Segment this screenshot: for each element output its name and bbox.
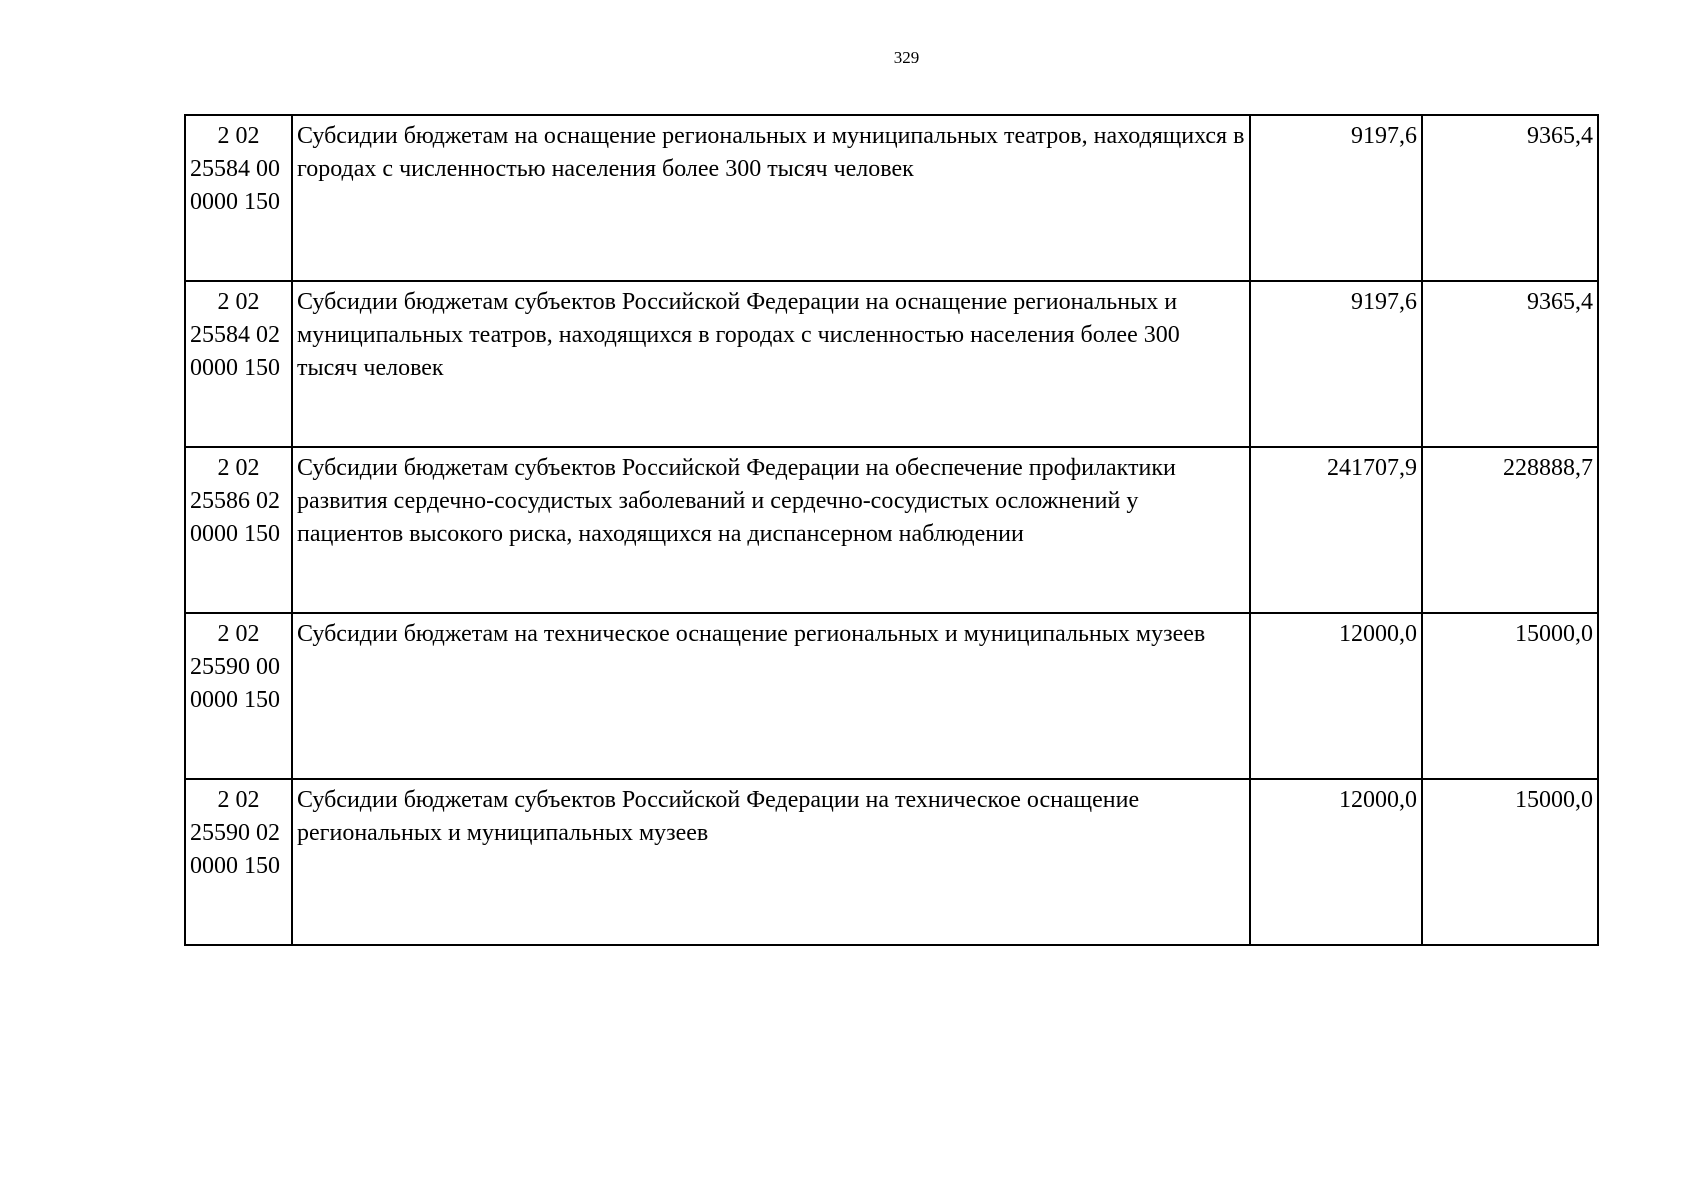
table-row	[185, 613, 1598, 779]
code-line: 0000 150	[190, 355, 280, 381]
code-line: 25590 02	[190, 820, 280, 846]
value-1-cell: 12000,0	[1250, 613, 1422, 779]
code-line: 0000 150	[190, 853, 280, 879]
budget-code-cell	[185, 115, 292, 281]
description-cell: Субсидии бюджетам субъектов Российской Федерации на техническое оснащение региональных и муниципальных музеев	[292, 779, 1250, 945]
budget-code-cell	[185, 447, 292, 613]
code-line: 0000 150	[190, 687, 280, 713]
code-line: 2 02	[217, 787, 260, 813]
budget-code-cell	[185, 613, 292, 779]
table-row	[185, 281, 1598, 447]
value-2-cell: 15000,0	[1422, 779, 1598, 945]
code-line: 25590 00	[190, 654, 280, 680]
code-line: 2 02	[217, 123, 260, 149]
code-line: 25584 00	[190, 156, 280, 182]
budget-code-cell	[185, 779, 292, 945]
code-line: 2 02	[217, 621, 260, 647]
code-line: 25584 02	[190, 322, 280, 348]
code-line: 0000 150	[190, 521, 280, 547]
description-cell: Субсидии бюджетам субъектов Российской Федерации на обеспечение профилактики развития сердечно-сосудистых заболеваний и сердечно-сосудистых осложнений у пациентов высокого риска, находящихся на диспансерном наблюдении	[292, 447, 1250, 613]
value-1-cell: 9197,6	[1250, 115, 1422, 281]
value-2-cell: 15000,0	[1422, 613, 1598, 779]
value-2-cell: 228888,7	[1422, 447, 1598, 613]
code-line: 2 02	[217, 455, 260, 481]
description-cell: Субсидии бюджетам субъектов Российской Федерации на оснащение региональных и муниципальных театров, находящихся в городах с численностью населения более 300 тысяч человек	[292, 281, 1250, 447]
value-2-cell: 9365,4	[1422, 115, 1598, 281]
code-line: 2 02	[217, 289, 260, 315]
value-1-cell: 9197,6	[1250, 281, 1422, 447]
code-line: 25586 02	[190, 488, 280, 514]
table-row	[185, 447, 1598, 613]
budget-code-cell	[185, 281, 292, 447]
budget-table	[184, 114, 1599, 946]
value-2-cell: 9365,4	[1422, 281, 1598, 447]
description-cell: Субсидии бюджетам на техническое оснащение региональных и муниципальных музеев	[292, 613, 1250, 779]
table-row	[185, 115, 1598, 281]
value-1-cell: 12000,0	[1250, 779, 1422, 945]
description-cell: Субсидии бюджетам на оснащение региональных и муниципальных театров, находящихся в городах с численностью населения более 300 тысяч человек	[292, 115, 1250, 281]
page-number: 329	[893, 48, 920, 67]
value-1-cell: 241707,9	[1250, 447, 1422, 613]
code-line: 0000 150	[190, 189, 280, 215]
table-row	[185, 779, 1598, 945]
